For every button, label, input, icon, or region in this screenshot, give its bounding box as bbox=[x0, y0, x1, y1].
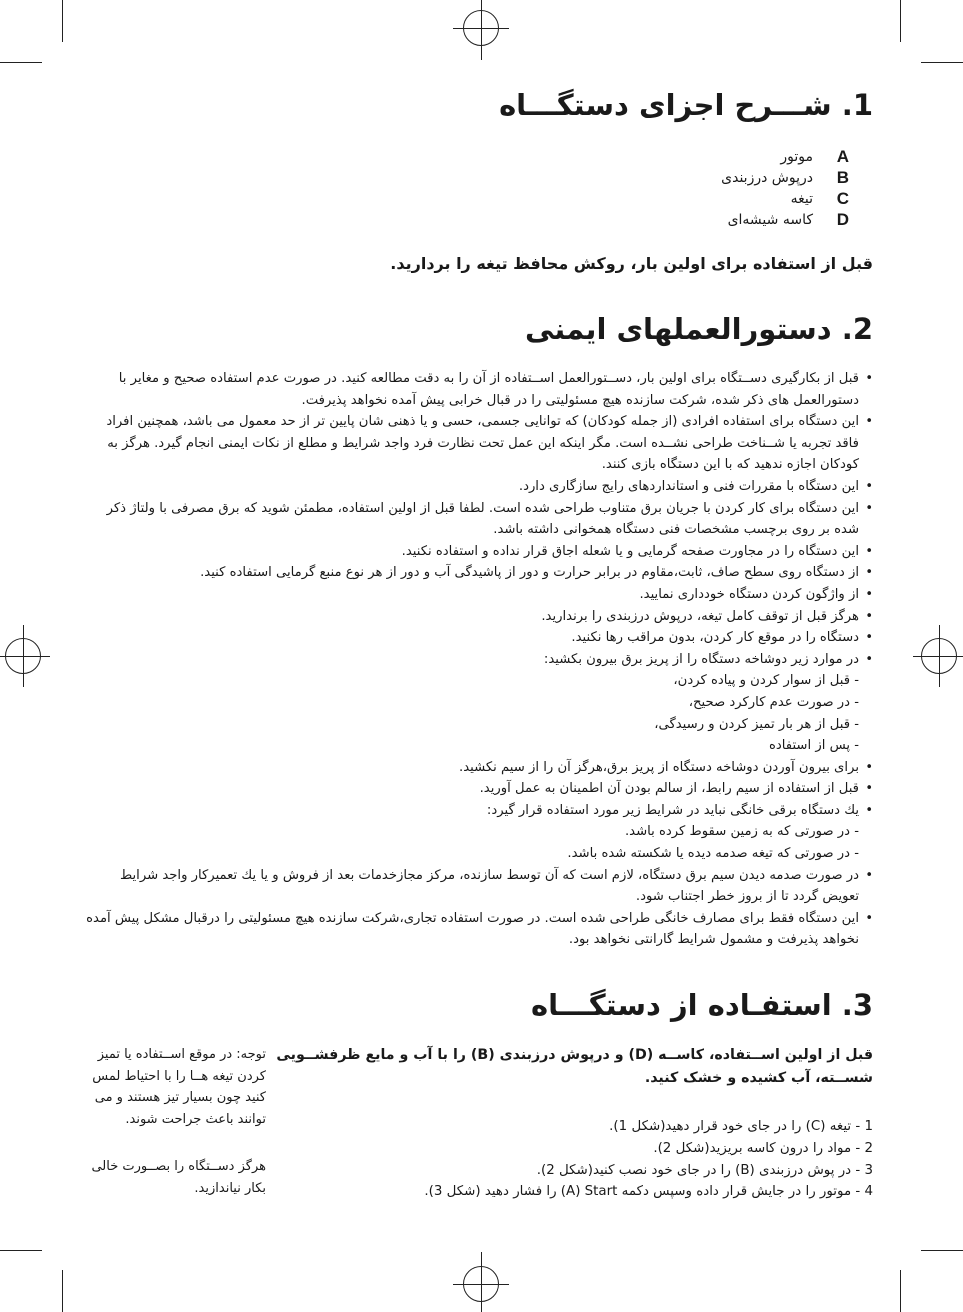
part-row bbox=[549, 188, 849, 209]
registration-mark-line bbox=[481, 1252, 482, 1312]
crop-mark bbox=[900, 1270, 901, 1312]
registration-mark-line bbox=[23, 625, 24, 687]
step-item: 2 - مواد را درون کاسه بریزید(شکل 2). bbox=[653, 1140, 873, 1156]
caution-note: توجه: در موقع اســتفاده یا تمیز کردن تیغه هــا را با احتیاط لمس کنید چون بسیار تیز هستند و می توانند باعث جراحت شوند. bbox=[92, 1047, 266, 1127]
list-item: • این دستگاه برای استفاده افرادی (از جمله کودکان) که توانایی جسمی، حسی و یا ذهنی شان پایین تر از حد معمول می باشد، همچنین افراد فاقد تجربه یا شــناخت طراحی نشــده است. مگر اینکه این عمل تحت نظارت فرد واجد شرایط و مطلع از نکات ایمنی انجام گیرد. هرگز به کودکان اجازه ندهید که با این دستگاه بازی کنند. bbox=[83, 411, 873, 476]
list-item: • هرگز قبل از توقف کامل تیغه، درپوش درزبندی را برندارید. bbox=[83, 606, 873, 628]
list-item: • دستگاه را در موقع کار کردن، بدون مراقب رها نکنید. bbox=[83, 627, 873, 649]
list-item: • قبل از استفاده از سیم رابط، از سالم بودن آن اطمینان به عمل آورید. bbox=[83, 778, 873, 800]
registration-mark-line bbox=[913, 656, 963, 657]
sub-list-item: - قبل از سوار کردن و پیاده کردن، bbox=[673, 673, 859, 689]
part-name: درپوش درزبندی bbox=[721, 169, 813, 186]
part-letter: C bbox=[836, 188, 849, 208]
parts-list bbox=[549, 146, 849, 230]
part-row bbox=[549, 146, 849, 167]
empty-run-warning: هرگز دســتگاه را بصــورت خالی بکار نیاندازید. bbox=[91, 1159, 266, 1196]
section-3-title: 3. استفـاده از دستگـــاه bbox=[531, 988, 873, 1022]
part-name: تیغه bbox=[790, 190, 813, 207]
list-item: • برای بیرون آوردن دوشاخه دستگاه از پریز برق،هرگز آن را از سیم نکشید. bbox=[83, 757, 873, 779]
step-item: 1 - تیغه (C) را در جای خود قرار دهید(شکل 1). bbox=[609, 1119, 873, 1134]
list-item: • در موارد زیر دوشاخه دستگاه را از پریز برق بیرون بکشید: bbox=[83, 649, 873, 671]
part-name: موتور bbox=[780, 148, 813, 165]
usage-intro: قبل از اولین اســتفاده، کاســه (D) و درپوش درزبندی (B) را با آب و مایع ظرفشــویی شســته، آب کشیده و خشک کنید. bbox=[276, 1047, 873, 1086]
section-1-title: 1. شـــرح اجزای دستگـــاه bbox=[499, 88, 873, 122]
registration-mark-line bbox=[453, 28, 509, 29]
registration-mark-line bbox=[481, 0, 482, 60]
crop-mark bbox=[921, 1250, 963, 1251]
crop-mark bbox=[62, 0, 63, 42]
list-item: • از واژگون کردن دستگاه خودداری نمایید. bbox=[83, 584, 873, 606]
steps-list bbox=[273, 1116, 873, 1203]
list-item: • قبل از بکارگیری دســتگاه برای اولین بار، دســتورالعمل اســتفاده از آن را به دقت مطالعه کنید. در صورت عدم استفاده صحیح و مغایر با دستورالعمل های ذکر شده، شرکت سازنده هیچ مسئولیتی را در قبال خرابی پیش آمده نخواهد پذیرفت. bbox=[83, 368, 873, 411]
part-row bbox=[549, 167, 849, 188]
registration-mark-line bbox=[0, 656, 50, 657]
section-2-title: 2. دستورالعملهای ایمنی bbox=[524, 312, 873, 346]
registration-mark-line bbox=[453, 1284, 509, 1285]
usage-instructions bbox=[273, 1044, 873, 1203]
sub-list-item: - قبل از هر بار تمیز کردن و رسیدگی، bbox=[654, 716, 859, 732]
crop-mark bbox=[62, 1270, 63, 1312]
sub-list-item: - در صورتی که تیغه صدمه دیده یا شکسته شده باشد. bbox=[567, 846, 859, 862]
list-item: • از دستگاه روی سطح صاف، ثابت،مقاوم در برابر حرارت و دور از پاشیدگی آب و دور از هر نوع منبع گرمایی استفاده کنید. bbox=[83, 562, 873, 584]
blade-cover-note: قبل از استفاده برای اولین بار، روکش محافظ تیغه را بردارید. bbox=[390, 254, 873, 273]
part-letter: D bbox=[836, 209, 849, 229]
list-item: • این دستگاه فقط برای مصارف خانگی طراحی شده است. در صورت استفاده تجاری،شرکت سازنده هیچ مسئولیتی را درقبال مشکل پیش آمده نخواهد پذیرفت و مشمول شرایط گارانتی نخواهد بود. bbox=[83, 908, 873, 951]
sub-list-item: - در صورتی که به زمین سقوط کرده باشد. bbox=[624, 824, 859, 840]
list-item: • این دستگاه را در مجاورت صفحه گرمایی و یا شعله اجاق قرار نداده و استفاده نکنید. bbox=[83, 541, 873, 563]
registration-mark-line bbox=[939, 625, 940, 687]
list-item: • این دستگاه با مقررات فنی و استانداردهای رایج سازگاری دارد. bbox=[83, 476, 873, 498]
safety-instructions-list bbox=[83, 368, 873, 951]
sub-list-item: - در صورت عدم کارکرد صحیح، bbox=[688, 694, 859, 710]
list-item: • در صورت صدمه دیدن سیم برق دستگاه، لازم است که آن توسط سازنده، مرکز مجازخدمات بعد از فروش و یا یك تعمیرکار واجد شرایط تعویض گردد تا از بروز خطر اجتناب شود. bbox=[83, 865, 873, 908]
part-row bbox=[549, 209, 849, 230]
sub-list-item: - پس از استفاده bbox=[768, 738, 859, 754]
crop-mark bbox=[0, 62, 42, 63]
part-letter: B bbox=[836, 167, 849, 187]
crop-mark bbox=[921, 62, 963, 63]
step-item: 3 - در پوش درزبندی (B) را در جای خود نصب کنید(شکل 2). bbox=[536, 1162, 873, 1178]
crop-mark bbox=[0, 1250, 42, 1251]
crop-mark bbox=[900, 0, 901, 42]
step-item: 4 - موتور را در جایش قرار داده وسپس دکمه A) Start) را فشار دهید (شکل 3). bbox=[424, 1184, 873, 1200]
list-item: • این دستگاه برای کار کردن با جریان برق متناوب طراحی شده است. لطفا قبل از اولین استفاده، مطمئن شوید که برق مصرفی با ولتاژ ذکر شده بر روی برچسب مشخصات فنی دستگاه همخوانی داشته باشد. bbox=[83, 498, 873, 541]
part-name: کاسه شیشه‌ای bbox=[727, 211, 813, 228]
part-letter: A bbox=[836, 146, 849, 166]
list-item: • یك دستگاه برقی خانگی نباید در شرایط زیر مورد استفاده قرار گیرد: bbox=[83, 800, 873, 822]
